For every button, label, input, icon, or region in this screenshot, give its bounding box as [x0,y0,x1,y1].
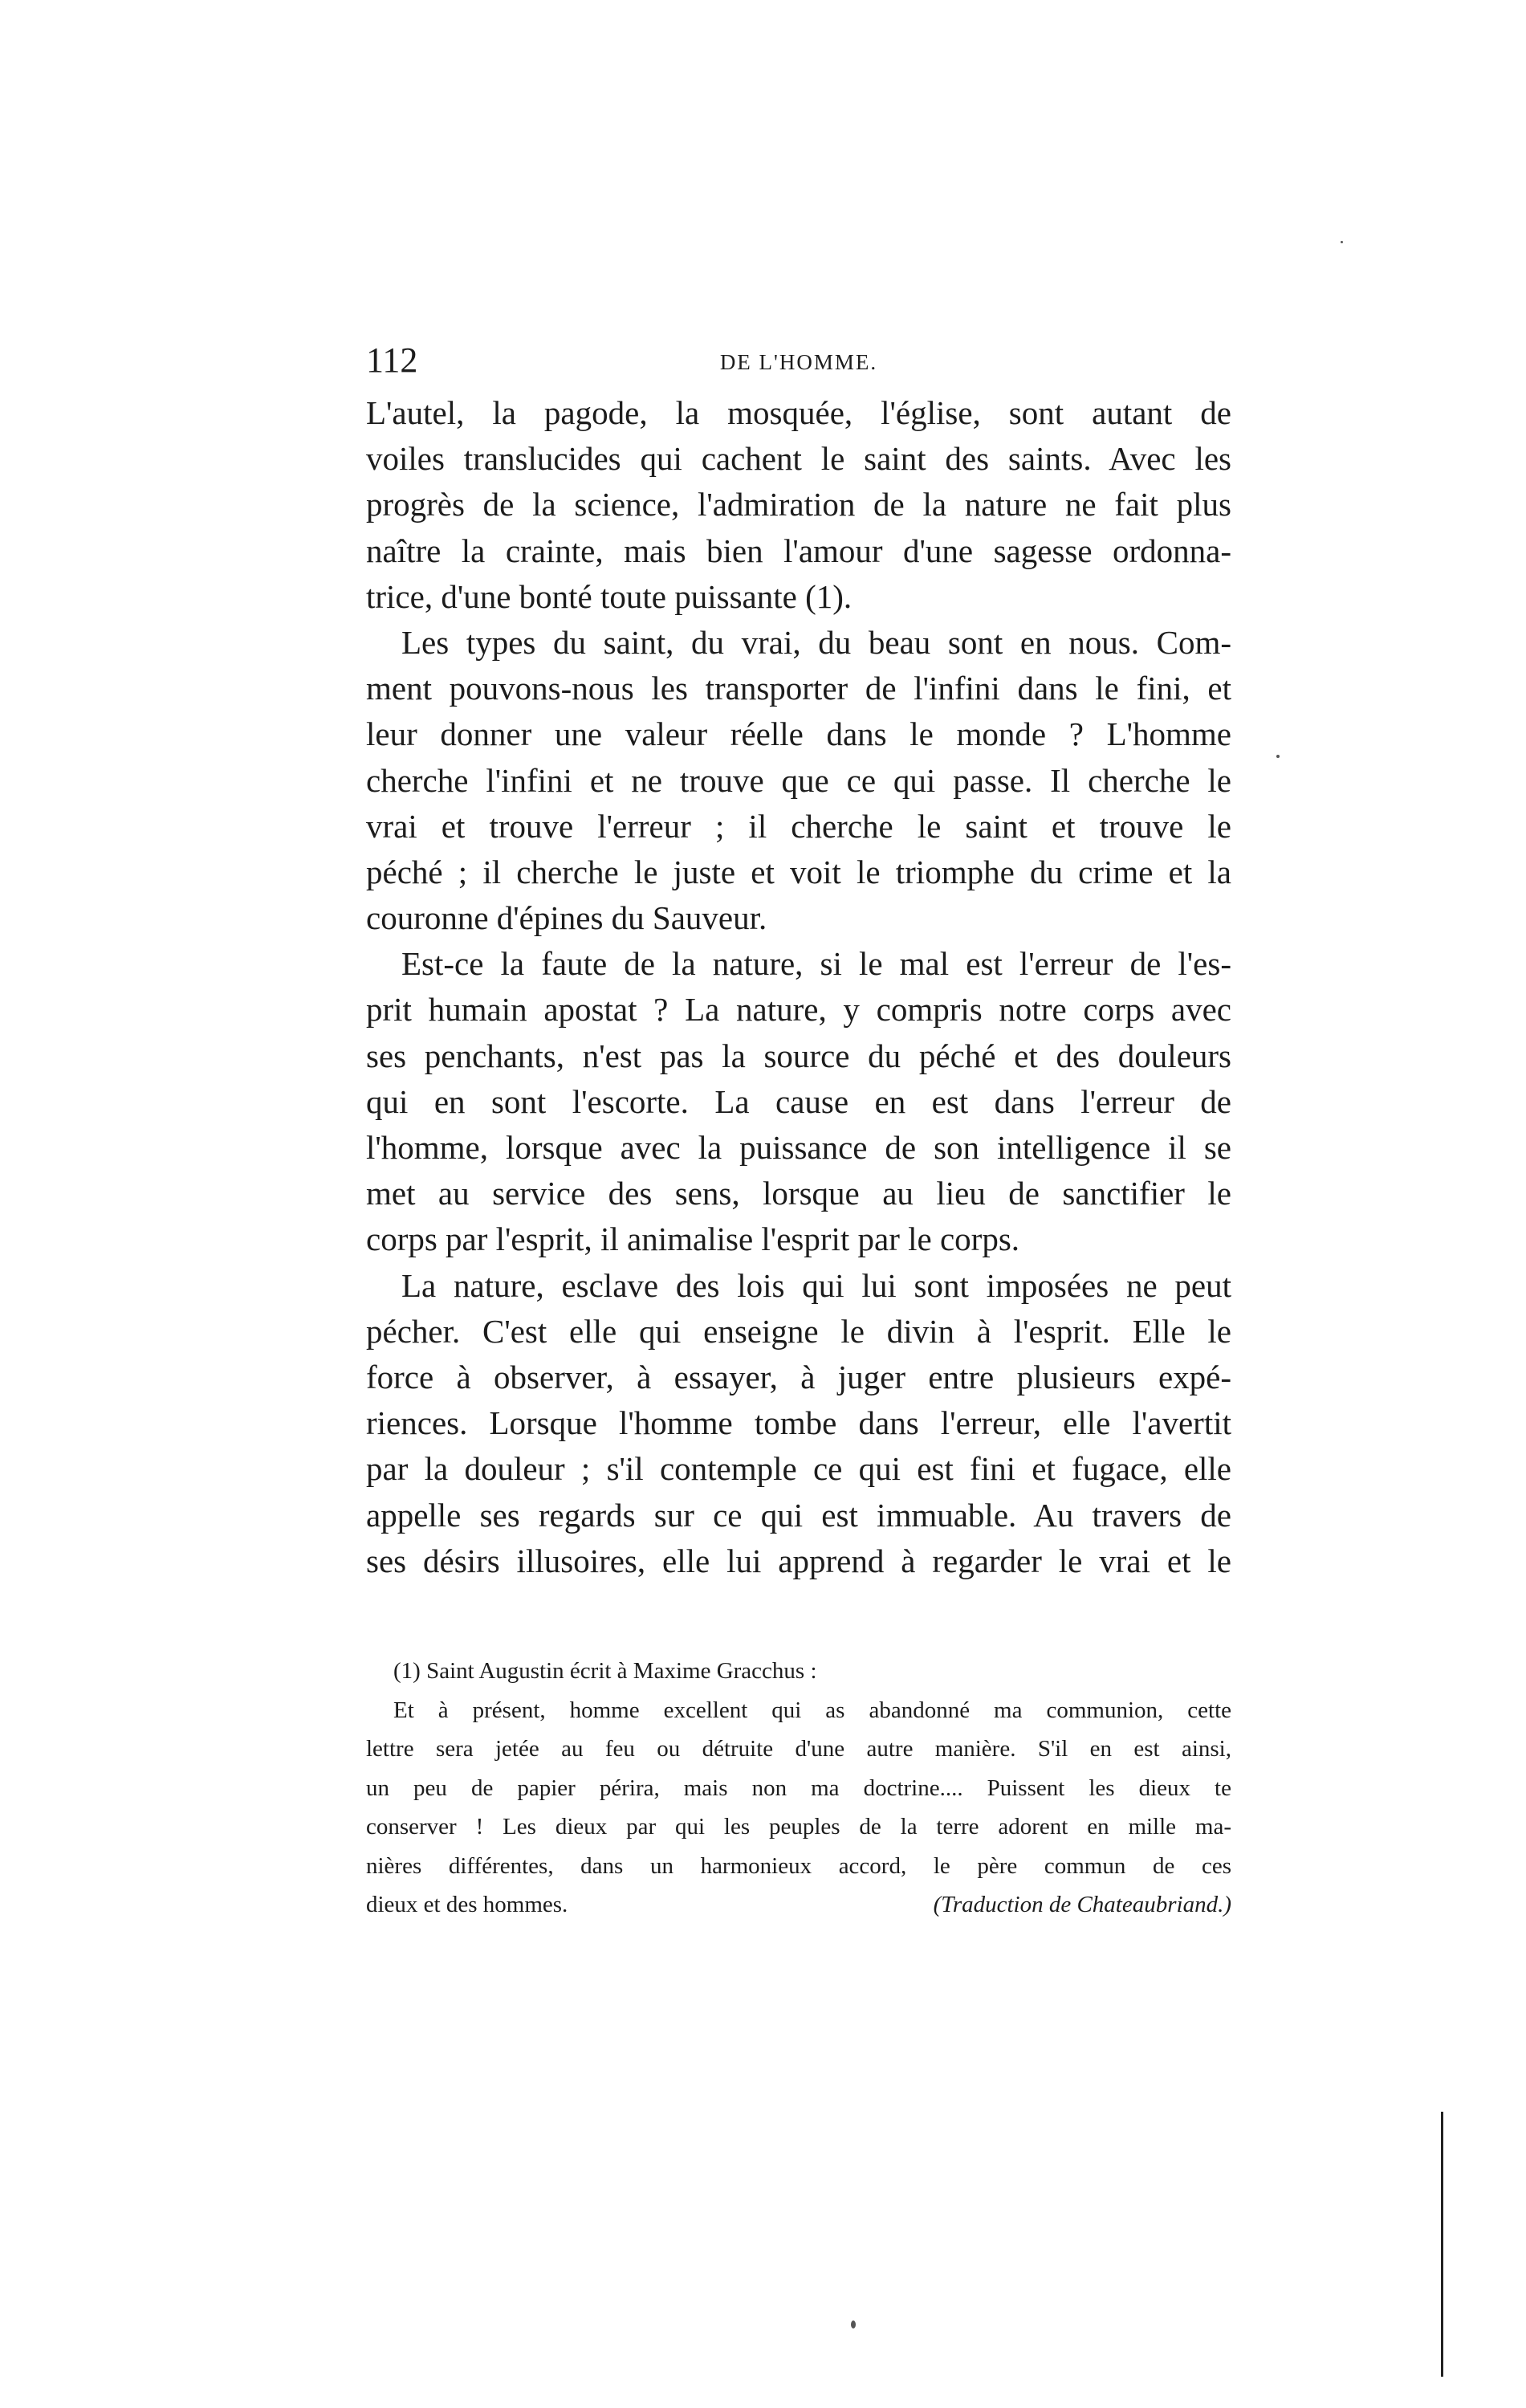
footnote-last-line [366,1885,1231,1925]
text-line: ses penchants, n'est pas la source du péché et des douleurs [366,1037,1231,1074]
text-line: voiles translucides qui cachent le saint des saints. Avec les [366,440,1231,478]
body-text [366,390,1231,1584]
text-line: appelle ses regards sur ce qui est immuable. Au travers de [366,1496,1231,1534]
footnote-line: conserver ! Les dieux par qui les peuples de la terre adorent en mille ma- [366,1814,1231,1840]
text-line: force à observer, à essayer, à juger entre plusieurs expé- [366,1358,1231,1395]
footnote-line: un peu de papier périra, mais non ma doctrine.... Puissent les dieux te [366,1774,1231,1801]
page-number: 112 [366,340,418,380]
text-line: trice, d'une bonté toute puissante (1). [366,577,853,615]
footnote-line: (1) Saint Augustin écrit à Maxime Gracchus : [393,1658,817,1684]
text-line: couronne d'épines du Sauveur. [366,899,767,937]
text-line: L'autel, la pagode, la mosquée, l'église, sont autant de [366,394,1231,431]
text-line: ses désirs illusoires, elle lui apprend à regarder le vrai et le [366,1542,1231,1579]
text-line: Les types du saint, du vrai, du beau sont en nous. Com- [401,623,1231,661]
text-line: l'homme, lorsque avec la puissance de son intelligence il se [366,1129,1231,1166]
text-line: péché ; il cherche le juste et voit le triomphe du crime et la [366,853,1231,890]
text-line: pécher. C'est elle qui enseigne le divin à l'esprit. Elle le [366,1312,1231,1350]
text-line: La nature, esclave des lois qui lui sont imposées ne peut [401,1266,1231,1304]
footnote-line: Et à présent, homme excellent qui as abandonné ma communion, cette [393,1697,1231,1723]
text-line: progrès de la science, l'admiration de la nature ne fait plus [366,486,1231,524]
scan-edge-line [1441,2112,1443,2377]
translation-credit: (Traduction de Chateaubriand.) [933,1892,1231,1917]
footnote-line: nières différentes, dans un harmonieux accord, le père commun de ces [366,1852,1231,1879]
footnote [366,1652,1231,1925]
text-line: prit humain apostat ? La nature, y compris notre corps avec [366,991,1231,1029]
text-line: qui en sont l'escorte. La cause en est dans l'erreur de [366,1082,1231,1120]
text-line: met au service des sens, lorsque au lieu de sanctifier le [366,1175,1231,1212]
scan-speck [1276,755,1280,758]
text-line: par la douleur ; s'il contemple ce qui est fini et fugace, elle [366,1450,1231,1488]
running-title: DE L'HOMME. [719,350,878,374]
text-line: riences. Lorsque l'homme tombe dans l'erreur, elle l'avertit [366,1404,1231,1442]
text-line: Est-ce la faute de la nature, si le mal est l'erreur de l'es- [401,945,1231,983]
scan-speck [851,2320,856,2329]
text-line: ment pouvons-nous les transporter de l'infini dans le fini, et [366,670,1231,707]
footnote-line: lettre sera jetée au feu ou détruite d'une autre manière. S'il en est ainsi, [366,1736,1231,1762]
running-head [366,337,1231,385]
scan-speck [1341,241,1343,243]
text-line: corps par l'esprit, il animalise l'esprit par le corps. [366,1220,1020,1258]
footnote-line: dieux et des hommes. [366,1892,568,1917]
text-line: naître la crainte, mais bien l'amour d'une sagesse ordonna- [366,532,1231,569]
text-line: cherche l'infini et ne trouve que ce qui passe. Il cherche le [366,761,1231,799]
text-line: leur donner une valeur réelle dans le monde ? L'homme [366,715,1231,753]
text-line: vrai et trouve l'erreur ; il cherche le saint et trouve le [366,807,1231,845]
